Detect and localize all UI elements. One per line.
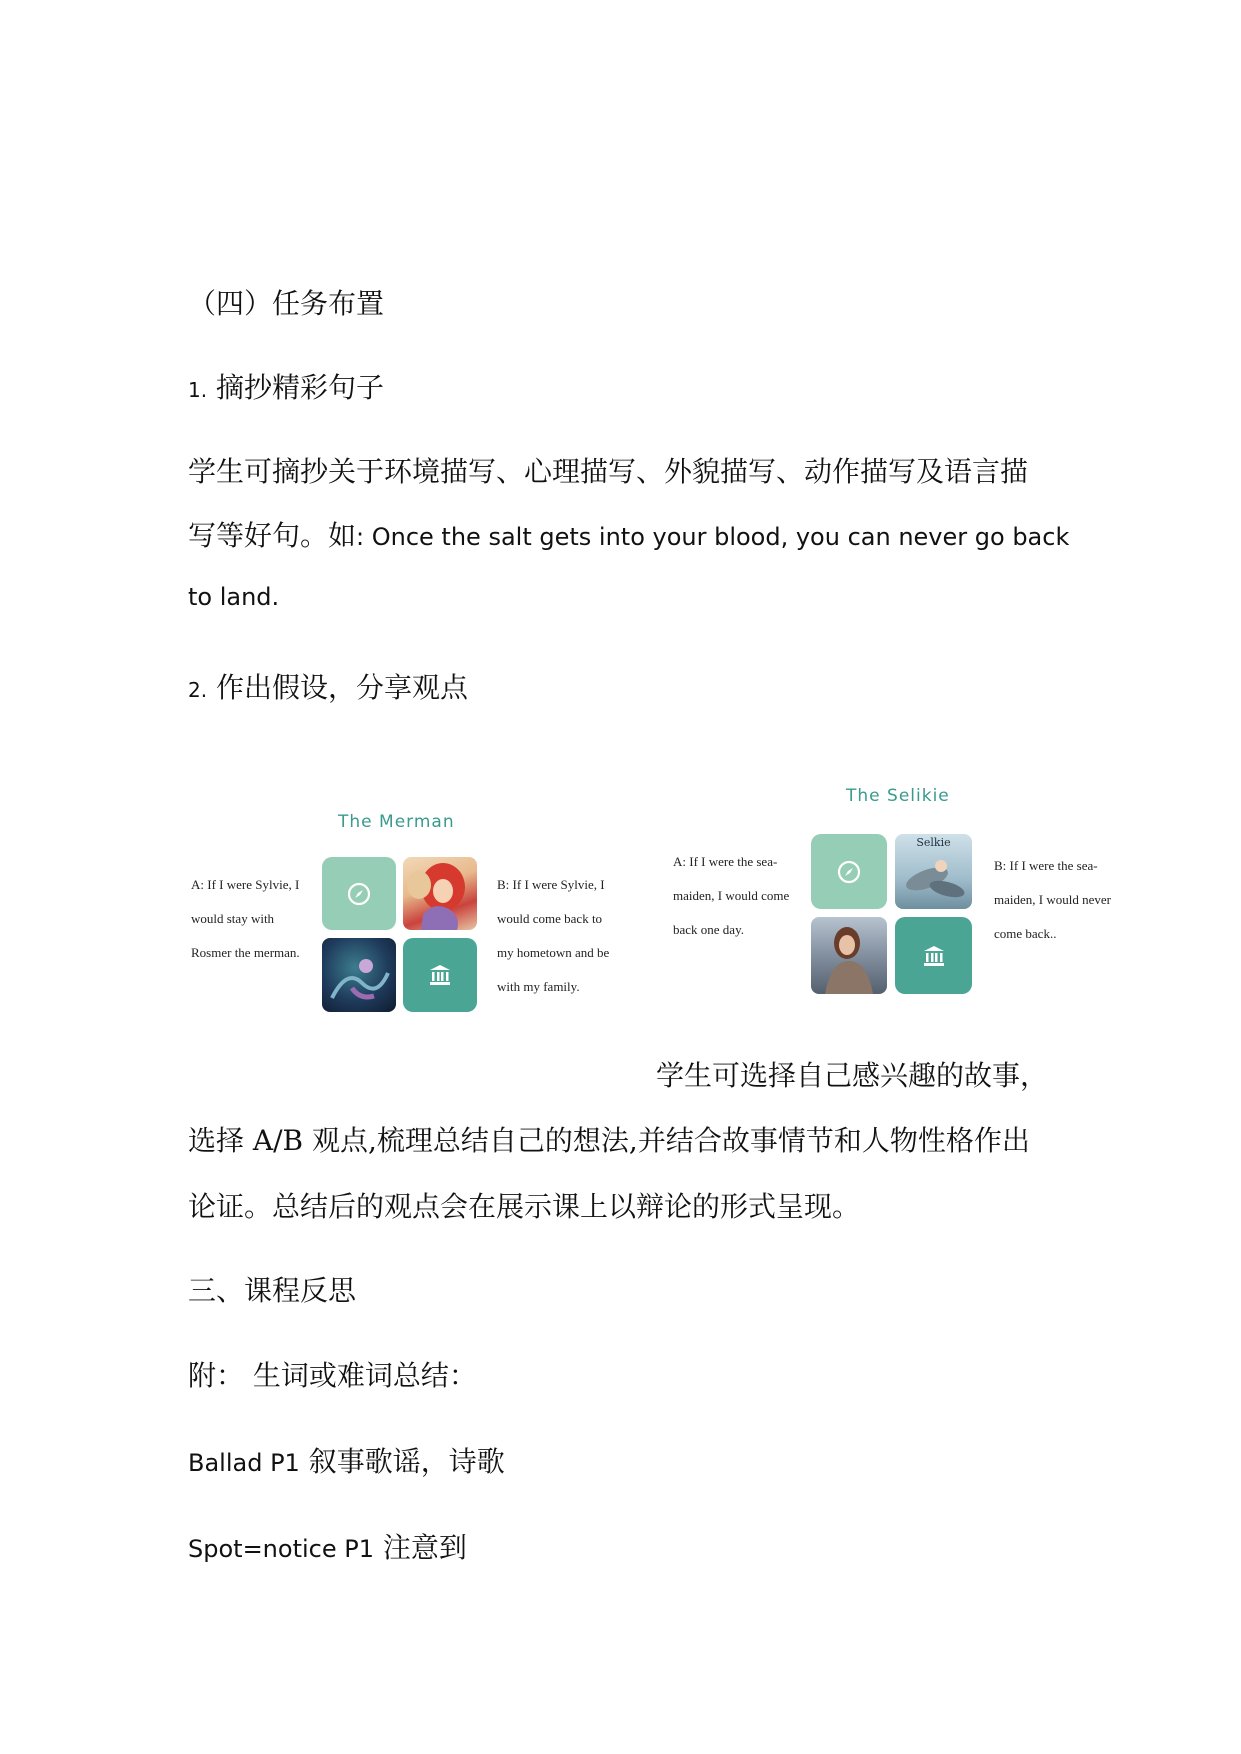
section-heading-4: （四）任务布置	[188, 287, 385, 320]
item-1-number: 1.	[188, 378, 208, 402]
selkie-a-line: A: If I were the sea-	[673, 854, 778, 869]
selkie-b-line: B: If I were the sea-	[994, 858, 1098, 873]
item-2-heading	[188, 666, 468, 706]
merman-option-a	[191, 868, 316, 970]
ariel-image	[403, 857, 477, 930]
para2-line1: 学生可选择自己感兴趣的故事，	[656, 1059, 1049, 1092]
bank-icon	[922, 944, 946, 968]
selkie-b-line: maiden, I would never	[994, 892, 1111, 907]
merman-a-line: Rosmer the merman.	[191, 945, 300, 960]
merman-option-b	[497, 868, 627, 1004]
selkie-b-line: come back..	[994, 926, 1057, 941]
selkie-a-line: maiden, I would come	[673, 888, 790, 903]
selkie-a-line: back one day.	[673, 922, 744, 937]
selkie-book-title: Selkie	[916, 836, 951, 849]
item-2-title: 作出假设，分享观点	[216, 671, 469, 704]
selkie-book-cover	[895, 834, 972, 909]
appendix-heading: 附： 生词或难词总结：	[188, 1359, 477, 1392]
bank-tile	[403, 938, 477, 1012]
underwater-illustration-icon	[322, 938, 396, 1012]
vocab-item	[188, 1440, 505, 1480]
item-1-heading	[188, 366, 384, 406]
vocab-term: Spot=notice P1	[188, 1535, 374, 1563]
merman-underwater-image	[322, 938, 396, 1012]
merman-b-line: with my family.	[497, 979, 580, 994]
compass-tile-2	[811, 834, 887, 909]
compass-icon	[346, 881, 372, 907]
merman-b-line: my hometown and be	[497, 945, 610, 960]
sea-maiden-illustration-icon	[811, 917, 887, 994]
para1-line2	[188, 514, 1069, 554]
para1-line2-en: : Once the salt gets into your blood, you can never go back	[356, 523, 1070, 551]
merman-title: The Merman	[338, 812, 455, 832]
merman-b-line: B: If I were Sylvie, I	[497, 877, 605, 892]
merman-a-line: would stay with	[191, 911, 275, 926]
selkie-title: The Selikie	[846, 786, 950, 806]
para1-line3: to land.	[188, 583, 280, 611]
para2-line2: 选择 A/B 观点,梳理总结自己的想法,并结合故事情节和人物性格作出	[188, 1124, 1030, 1157]
merman-a-line: A: If I were Sylvie, I	[191, 877, 300, 892]
vocab-item	[188, 1526, 467, 1566]
item-2-number: 2.	[188, 678, 208, 702]
vocab-meaning: 注意到	[382, 1531, 467, 1564]
section-heading-3: 三、课程反思	[188, 1274, 357, 1307]
seamaiden-image	[811, 917, 887, 994]
selkie-option-b	[994, 849, 1134, 951]
compass-tile	[322, 857, 396, 930]
merman-b-line: would come back to	[497, 911, 603, 926]
item-1-title: 摘抄精彩句子	[216, 371, 385, 404]
vocab-meaning: 叙事歌谣，诗歌	[308, 1445, 505, 1478]
compass-icon	[836, 859, 862, 885]
bank-tile-2	[895, 917, 972, 994]
para1-line1: 学生可摘抄关于环境描写、心理描写、外貌描写、动作描写及语言描	[188, 455, 1029, 488]
bank-icon	[428, 963, 452, 987]
para2-line3: 论证。总结后的观点会在展示课上以辩论的形式呈现。	[188, 1190, 861, 1223]
selkie-option-a	[673, 845, 808, 947]
mermaid-illustration-icon	[403, 857, 477, 930]
vocab-term: Ballad P1	[188, 1449, 300, 1477]
para1-line2-cn: 写等好句。如	[188, 519, 357, 552]
